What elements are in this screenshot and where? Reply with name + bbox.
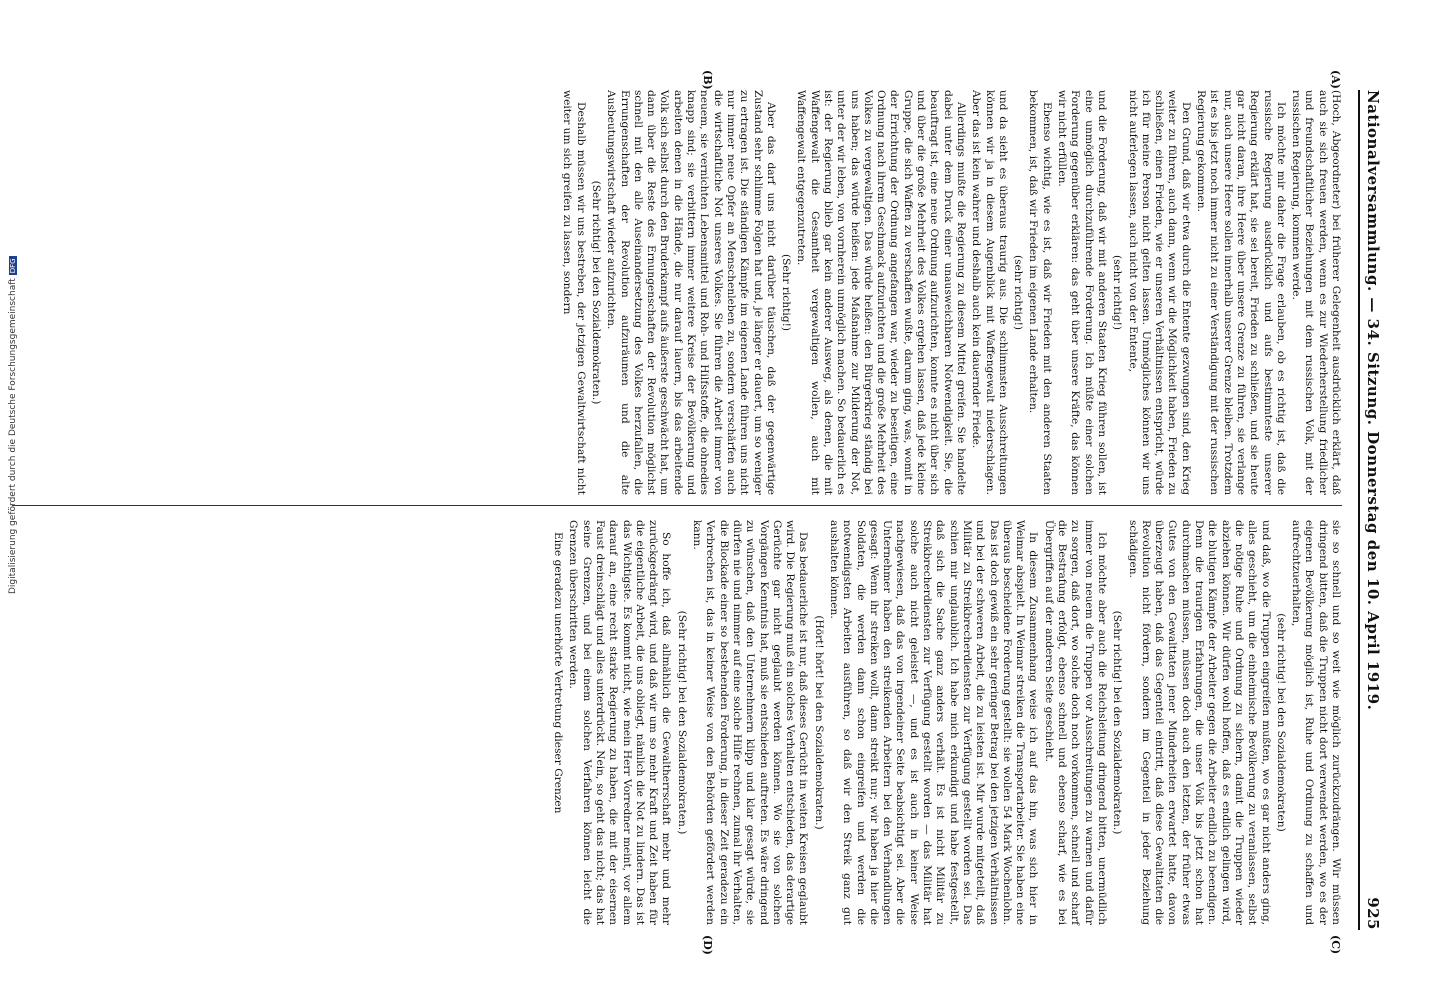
paragraph: So hoffe ich, daß allmählich die Gewaltherrschaft mehr und mehr zurückgedrängt wird, und daß wir um so mehr Kraft und Zeit haben für die eigentliche Arbeit, die uns obliegt, nämlich die Not zu lindern. Das ist das Wichtigste. Es kommt nicht, wie mein Herr Vorredner meint, vor allem darauf an, eine recht starke Regierung zu haben, die mit der eisernen Faust dreinschlägt und alles unterdrückt. Nein, so geht das nicht; das hat seine Grenzen, und bei einem solchen Verfahren können leicht die Grenzen überschritten werden. xyxy=(567,520,673,925)
paragraph: Ebenso wichtig, wie es ist, daß wir Frieden mit den anderen Staaten bekommen, ist, daß wir Frieden im eigenen Lande erhalten. xyxy=(1027,90,1053,495)
paragraph: sie so schnell und so weit wie möglich zurückzudrängen. Wir müssen dringend bitten, daß die Truppen nicht dort verwendet werden, wo es der eigenen Bevölkerung möglich ist, Ruhe und Ordnung zu schaffen und aufrechtzuerhalten, xyxy=(1290,520,1342,925)
footnote-text: Digitalisierung gefördert durch die Deutsche Forschungsgemeinschaft xyxy=(8,278,18,594)
paragraph: Ich möchte aber auch die Reichsleitung dringend bitten, unermüdlich immer von neuem die Truppen vor Ausschreitungen zu warnen und dafür zu sorgen, daß dort, wo solche doch noch vorkommen, schnell und scharf die Bestrafung erfolgt, ebenso schnell und ebenso scharf, wie es bei Übergriffen auf der anderen Seite geschieht. xyxy=(1042,520,1108,925)
paragraph: Eine geradezu unerhörte Vertretung dieser Grenzen xyxy=(552,532,565,814)
interjection: (Sehr richtig!) xyxy=(780,254,793,331)
interjection: (sehr richtig!) xyxy=(1012,254,1025,331)
header-rule xyxy=(1358,90,1360,930)
interjection: (Hört! hört! bei den Sozialdemokraten.) xyxy=(812,615,825,830)
page-number: 925 xyxy=(1364,897,1382,930)
dfg-logo: DFG xyxy=(9,258,17,274)
interjection: (sehr richtig!) xyxy=(1111,254,1124,331)
interjection: (Sehr richtig! bei den Sozialdemokraten.) xyxy=(589,180,602,405)
digitization-footnote xyxy=(8,194,22,594)
header-title: Nationalversammlung. — 34. Sitzung. Donnerstag den 10. April 1919. xyxy=(1364,90,1382,711)
paragraph: Allerdings mußte die Regierung zu diesem Mittel greifen. Sie handelte dabei unter dem Druck einer unausweichbaren Notwendigkeit. Sie, die beauftragt ist, eine neue Ordnung aufzurichten, konnte es nicht über sich und über die große Mehrheit des Volkes ergehen lassen, daß jede kleine Gruppe, die sich Waffen zu verschaffen wußte, darum ging, was, womit in der Errichtung der Ordnung angefangen war, wieder zu beseitigen, eine Ordnung nach ihrem Geschmack aufzurichten und die große Mehrheit des Volkes zu vergewaltigen. Das würde heißen: den Bürgerkrieg ständig bei uns haben; das würde heißen: jede Maßnahme zur Milderung der Not, unter der wir leben, von vornherein unmöglich machen. So bedauerlich es ist: der Regierung blieb gar kein anderer Ausweg, als denen, die mit Waffengewalt die Gesamtheit vergewaltigen wollen, auch mit Waffengewalt entgegenzutreten. xyxy=(795,90,967,495)
paragraph: Den Grund, daß wir etwa durch die Entente gezwungen sind, den Krieg weiter zu führen, auch dann, wenn wir die Möglichkeit haben, Frieden zu schließen, einen Frieden, wie er unseren Verhältnissen entspricht, würde ich für meine Person nicht gelten lassen. Unmögliches können wir uns nicht auferlegen lassen, auch nicht von der Entente, xyxy=(1126,90,1192,495)
paragraph: und daß, wo die Truppen eingreifen mußten, wo es gar nicht anders ging, alles geschieht, um die einheimische Bevölkerung zu veranlassen, selbst die nötige Ruhe und Ordnung zu sichern, damit die Truppen wieder abziehen können. Wir dürfen wohl hoffen, daß es endlich gelingen wird, die blutigen Kämpfe der Arbeiter gegen die Arbeiter endlich zu beendigen. Denn die traurigen Erfahrungen, die unser Volk bis jetzt schon hat durchmachen müssen, müssen doch auch den letzten, der früher etwas Gutes von den Gewalttaten jener Minderheiten erwartet hatte, davon überzeugt haben, daß das Gegenteil eintritt, daß diese Gewalttaten die Revolution nicht fördern, sondern im Gegenteil in jeder Beziehung schädigen. xyxy=(1126,520,1272,925)
margin-marker-a: (A) xyxy=(1329,70,1342,89)
paragraph: Aber das darf uns nicht darüber täuschen, daß der gegenwärtige Zustand sehr schlimme Folgen hat und, je länger er dauert, um so weniger zu ertragen ist. Die ständigen Kämpfe im eigenen Lande führen uns nicht nur immer neue Opfer an Menschenleben zu, sondern verschärfen auch die wirtschaftliche Not unseres Volkes. Sie führen die Arbeit immer von neuem, sie vernichten Lebensmittel und Roh- und Hilfsstoffe, die ohnedies knapp sind; sie verbittern immer weitere Kreise der Bevölkerung und arbeiten denen in die Hände, die nur darauf lauern, bis das arbeitende Volk sich selbst durch den Bruderkampf aufs äußerste geschwächt hat, um dann über die Reste des Ernungenschaften der Revolution möglichst schnell mit den alle Auseinandersetzung des Volkes herzufallen, die Errungenschaften der Revolution aufzuräumen und die alte Ausbeutungswirtschaft wieder aufzurichten. xyxy=(605,90,777,495)
margin-marker-b: (B) xyxy=(701,70,714,90)
paragraph: Das bedauerliche ist nur, daß dieses Gerücht in weiten Kreisen geglaubt wird. Die Regierung muß ein solches Verhalten entschieden, das derartige Gerüchte gar nicht geglaubt werden können. Wo sie von solchen Vorgängen Kenntnis hat, muß sie entschieden auftreten. Es wäre dringend zu wünschen, daß den Unternehmern klipp und klar gesagt würde, sie dürfen nie und nimmer auf eine solche Hilfe rechnen, zumal ihr Verhalten, die Blockade einer so bestehenden Forderung, in dieser Zeit geradezu ein Verbrechen ist, das in keiner Weise von den Behörden gefördert werden kann. xyxy=(691,520,810,925)
interjection: (Sehr richtig! bei den Sozialdemokraten.) xyxy=(1111,610,1124,835)
paragraph: Ich möchte mir daher die Frage erlauben, ob es richtig ist, daß die russische Regierung ausdrücklich und aufs bestimmteste unserer Regierung erklärt hat, sie sei bereit, Frieden zu schließen, und sie heute gar nicht daran, ihre Heere über unsere Grenze zu führen, sie verlange nur, auch unsere Heere sollen innerhalb unserer Grenze bleiben. Trotzdem ist es bis jetzt noch immer nicht zu einer Verständigung mit der russischen Regierung gekommen. xyxy=(1195,90,1287,495)
interjection: (Sehr richtig! bei den Sozialdemokraten.) xyxy=(675,610,688,835)
paragraph: Deshalb müssen wir uns bestreben, der jetzigen Gewaltwirtschaft nicht weiter um sich greifen zu lassen, sondern xyxy=(561,90,587,495)
margin-marker-c: (C) xyxy=(1329,935,1342,955)
right-column xyxy=(549,520,1342,925)
margin-marker-d: (D) xyxy=(701,935,714,955)
interjection: (sehr richtig! bei den Sozialdemokraten) xyxy=(1274,613,1287,832)
paragraph: In diesem Zusammenhang weise ich auf das hin, was sich hier in Weimar abspielt. In Weimar streiken die Transportarbeiter. Sie haben eine überaus bescheidene Forderung gestellt: sie wollen 54 Mark Wochenlohn. Das ist doch gewiß ein sehr geringer Betrag bei den jetzigen Verhältnissen und bei der schweren Arbeit, die zu leisten ist. Mir wurde mitgeteilt, daß Militär zu Streikbrecherdiensten zur Verfügung gestellt worden sei. Das schien mir unglaublich. Ich habe mich erkundigt und habe festgestellt, daß sich die Sache ganz anders verhält. Es ist nicht Militär zu Streikbrecherdiensten zur Verfügung gestellt worden — das Militär hat solche auch nicht geleistet —, und es ist auch in keiner Weise nachgewiesen, daß das von irgendeiner Seite beabsichtigt sei. Aber die Unternehmer haben den streikenden Arbeitern bei den Verhandlungen gesagt: Wenn ihr streiken wollt, dann streikt nur; wir haben ja hier die Soldaten, die werden dann schon eingreifen und werden die notwendigsten Arbeiten ausführen, so daß wir den Streik ganz gut aushalten können. xyxy=(828,520,1040,925)
left-column xyxy=(558,90,1342,495)
column-divider xyxy=(12,505,1342,506)
paragraph: (Hoch, Abgeordneter) bei früherer Gelegenheit ausdrücklich erklärt, daß auch sie sich freuen werden, wenn es zur Wiederherstellung friedlicher und freundschaftlicher Beziehungen mit dem russischen Volk, mit der russischen Regierung, kommen werde. xyxy=(1290,90,1342,495)
paragraph: und die Forderung, daß wir mit anderen Staaten Krieg führen sollen, ist eine unmöglich durchzuführende Forderung. Ich müßte einer solchen Forderung gegenüber erklären: das geht über unsere Kräfte, das können wir nicht erfüllen. xyxy=(1056,90,1108,495)
page-header xyxy=(1358,90,1382,930)
paragraph: und da sieht es überaus traurig aus. Die schlimmsten Ausschreitungen können wir ja in diesem Augenblick mit Waffengewalt niederschlagen. Aber das ist kein wahrer und deshalb auch kein dauernder Friede. xyxy=(970,90,1009,495)
